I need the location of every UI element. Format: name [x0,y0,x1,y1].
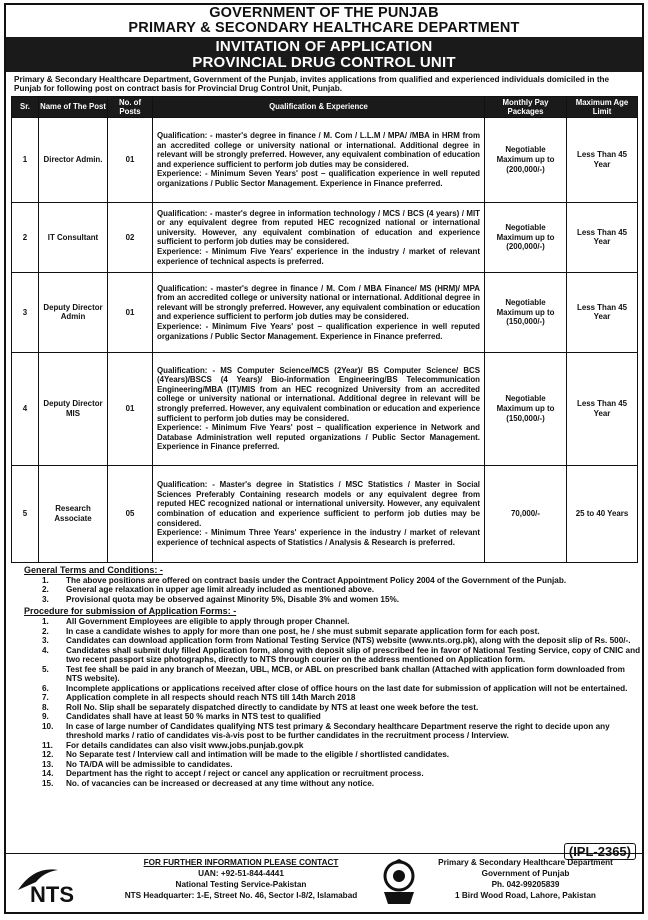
cell-age: 25 to 40 Years [567,465,638,562]
list-item [6,665,642,684]
cell-pay: 70,000/- [485,465,567,562]
cell-post: Deputy Director MIS [39,352,108,465]
list-item-text: No TA/DA will be admissible to candidates. [66,759,233,769]
posts-table [11,96,638,563]
dept-address: 1 Bird Wood Road, Lahore, Pakistan [455,891,596,900]
intro-text: Primary & Secondary Healthcare Department, Government of the Punjab, invites applications from qualified and experienced individuals domiciled in the Punjab for following post on contract basis for Provincial Drug Control Unit, Punjab. [14,75,610,94]
list-item [6,741,642,751]
list-item-text: All Government Employees are eligible to apply through proper Channel. [66,617,350,627]
list-item [6,693,642,703]
cell-num-posts: 05 [108,465,153,562]
invitation-title: INVITATION OF APPLICATION [215,38,433,55]
invitation-banner [6,37,642,72]
list-item [6,684,642,694]
qualification-text: Qualification: - master's degree in information technology / MCS / BCS (4 years) / MIT or any equivalent degree from reputed HEC recognized national or international university. However, any equivalent combination of education and experience sufficient to perform job duties may be considered. [157,208,480,247]
cell-num-posts: 01 [108,117,153,202]
list-item-number: 12. [42,750,54,760]
cell-pay: Negotiable Maximum up to (150,000/-) [485,352,567,465]
col-header-num: No. of Posts [108,96,153,117]
list-item [6,576,642,586]
list-item-text: Candidates can download application form from National Testing Service (NTS) website (www.nts.org.pk), along with the deposit slip of Rs. 500/-. [66,636,631,646]
cell-sr: 4 [12,352,39,465]
cell-qualification [153,352,485,465]
list-item [6,585,642,595]
cell-sr: 3 [12,272,39,352]
cell-qualification [153,272,485,352]
list-item-number: 1. [42,575,49,585]
list-item-text: Test fee shall be paid in any branch of Meezan, UBL, MCB, or ABL on prescribed bank challan (Attached with application form downloaded from NTS website). [66,664,625,684]
list-item [6,636,642,646]
nts-address: NTS Headquarter: 1-E, Street No. 46, Sector I-8/2, Islamabad [124,891,358,900]
cell-pay: Negotiable Maximum up to (150,000/-) [485,272,567,352]
list-item-text: In case a candidate wishes to apply for more than one post, he / she must submit separate application form for each post. [66,626,540,636]
list-item-number: 3. [42,594,49,604]
table-row [12,202,638,272]
list-item [6,760,642,770]
cell-age: Less Than 45 Year [567,352,638,465]
experience-text: Experience: - Minimum Five Years' post – qualification experience in well reputed organizations / Public Sector Management. Experience in Finance preferred. [157,321,480,341]
dept-title: PRIMARY & SECONDARY HEALTHCARE DEPARTMENT [128,20,520,36]
nts-logo-text: NTS [30,882,74,906]
table-header-row [12,96,638,117]
procedure-title: Procedure for submission of Application Forms: - [24,606,237,617]
col-header-pay: Monthly Pay Packages [485,96,567,117]
cell-pay: Negotiable Maximum up to (200,000/-) [485,117,567,202]
list-item-number: 14. [42,769,54,779]
list-item [6,750,642,760]
experience-text: Experience: - Minimum Seven Years' post – qualification experience in well reputed organizations / Public Sector Management. Experience in Finance preferred. [157,169,480,188]
list-item-number: 2. [42,626,49,636]
qualification-text: Qualification: - MS Computer Science/MCS (2Year)/ BS Computer Science/ BCS (4Years)/BSCS (4 Years)/ Bio-information Engineering/BS Telecommunication Engineering/MBA (IT)/MIS from an HEC recognized University from an accredited college or university national or international. Additional degree in relevant will be strongly preferred. However, any equivalent combination or education and experience sufficient to perform job duties may be considered. [157,365,480,423]
list-item [6,617,642,627]
cell-qualification [153,465,485,562]
list-item-number: 13. [42,759,54,769]
list-item-number: 3. [42,636,49,646]
list-item [6,627,642,637]
list-item-text: Provisional quota may be observed against Minority 5%, Disable 3% and women 15%. [66,594,400,604]
cell-sr: 1 [12,117,39,202]
contact-block [116,857,366,901]
gov-title: GOVERNMENT OF THE PUNJAB [209,5,439,21]
uan-number: UAN: +92-51-844-4441 [198,869,284,878]
cell-num-posts: 01 [108,352,153,465]
table-row [12,272,638,352]
cell-post: Research Associate [39,465,108,562]
list-item-number: 4. [42,645,49,655]
cell-num-posts: 02 [108,202,153,272]
dept-name: Primary & Secondary Healthcare Department [438,858,613,867]
table-row [12,465,638,562]
cell-post: Director Admin. [39,117,108,202]
gov-name: Government of Punjab [481,869,570,878]
cell-post: Deputy Director Admin [39,272,108,352]
cell-num-posts: 01 [108,272,153,352]
list-item-text: For details candidates can also visit www.jobs.punjab.gov.pk [66,740,304,750]
department-contact-block [418,857,633,901]
ipl-badge: (IPL-2365) [564,843,636,860]
list-item-text: In case of large number of Candidates qualifying NTS test primary & Secondary healthcare Department reserve the right to decide upon any threshold marks / ratio of candidates vis-à-vis post to be further candidates in the recruitment process / Interview. [66,721,610,741]
list-item-number: 9. [42,712,49,722]
cell-age: Less Than 45 Year [567,272,638,352]
list-item-number: 7. [42,693,49,703]
table-row [12,117,638,202]
list-item-number: 8. [42,702,49,712]
list-item [6,703,642,713]
table-row [12,352,638,465]
cell-age: Less Than 45 Year [567,117,638,202]
cell-sr: 5 [12,465,39,562]
cell-age: Less Than 45 Year [567,202,638,272]
list-item-number: 15. [42,778,54,788]
list-item-number: 10. [42,721,54,731]
nts-logo-icon [14,860,114,906]
list-item-number: 5. [42,664,49,674]
header [6,6,642,72]
list-item-number: 6. [42,683,49,693]
cell-sr: 2 [12,202,39,272]
qualification-text: Qualification: - Master's degree in Statistics / MSC Statistics / Master in Social Sciences Preferably Containing research models or any equivalent degree from reputed HEC recognized national or international university. However, any equivalent combination of education and experience sufficient to perform job duties may be considered. [157,480,480,528]
experience-text: Experience: - Minimum Five Years' post – qualification experience in Network and Database Administration well reputed organizations / Public Sector Management. Experience in Finance preferred. [157,423,480,452]
punjab-government-emblem-icon [376,858,422,908]
list-item-text: Roll No. Slip shall be separately dispatched directly to candidate by NTS at least one week before the test. [66,702,479,712]
list-item [6,646,642,665]
dept-phone: Ph. 042-99205839 [491,880,560,889]
list-item-text: Department has the right to accept / reject or cancel any application or recruitment process. [66,769,424,779]
list-item-text: General age relaxation in upper age limit already included as mentioned above. [66,585,375,595]
qualification-text: Qualification: - master's degree in finance / M. Com / L.L.M / MPA/ /MBA in HRM from an accredited college or university national or international. Additional degree in relevant will be strongly preferred. However, any equivalent combination of education and experience sufficient to perform job duties may be considered. [157,131,480,169]
col-header-post: Name of The Post [39,96,108,117]
advertisement-page [4,3,644,914]
footer [6,853,642,912]
list-item-number: 11. [42,740,53,750]
experience-text: Experience: - Minimum Three Years' experience in the industry / market of relevant experience of technical aspects of Statistics / Analysis & Research is preferred. [157,528,480,547]
list-item-text: No. of vacancies can be increased or decreased at any time without any notice. [66,778,375,788]
list-item [6,779,642,789]
general-terms-list [6,576,642,605]
col-header-qual: Qualification & Experience [153,96,485,117]
experience-text: Experience: - Minimum Five Years' experience in the industry / market of relevant experience of technical aspects is preferred. [157,246,480,266]
list-item-text: No Separate test / Interview call and intimation will be made to the eligible / shortlisted candidates. [66,750,450,760]
cell-qualification [153,117,485,202]
list-item-text: Application complete in all respects should reach NTS till 14th March 2018 [66,693,356,703]
list-item-text: Incomplete applications or applications received after close of office hours on the last date for submission of application will not be entertained. [66,683,628,693]
unit-title: PROVINCIAL DRUG CONTROL UNIT [192,54,456,71]
nts-name: National Testing Service-Pakistan [175,880,307,889]
list-item-text: Candidates shall submit duly filled Application form, along with deposit slip of prescribed fee in favor of National Testing Service, copy of CNIC and two recent passport size photographs, directly to NTS through courier on the address mentioned on Application form. [66,645,641,665]
cell-pay: Negotiable Maximum up to (200,000/-) [485,202,567,272]
list-item-number: 2. [42,585,49,595]
list-item [6,712,642,722]
list-item [6,769,642,779]
procedure-list [6,617,642,788]
list-item-text: Candidates shall have at least 50 % marks in NTS test to qualified [66,712,321,722]
general-terms-title: General Terms and Conditions: - [24,564,163,575]
col-header-age: Maximum Age Limit [567,96,638,117]
cell-qualification [153,202,485,272]
qualification-text: Qualification: - master's degree in finance / M. Com / MBA Finance/ MS (HRM)/ MPA from an accredited college or university national or international. Additional degree in relevant will be strongly preferred. However, any equivalent combination or education and experience sufficient to perform job duties may be considered. [157,283,480,322]
list-item [6,722,642,741]
list-item-text: The above positions are offered on contract basis under the Contract Appointment Policy 2004 of the Government of the Punjab. [66,575,567,585]
list-item-number: 1. [42,617,49,627]
col-header-sr: Sr. [12,96,39,117]
cell-post: IT Consultant [39,202,108,272]
list-item [6,595,642,605]
contact-title: FOR FURTHER INFORMATION PLEASE CONTACT [143,858,339,867]
